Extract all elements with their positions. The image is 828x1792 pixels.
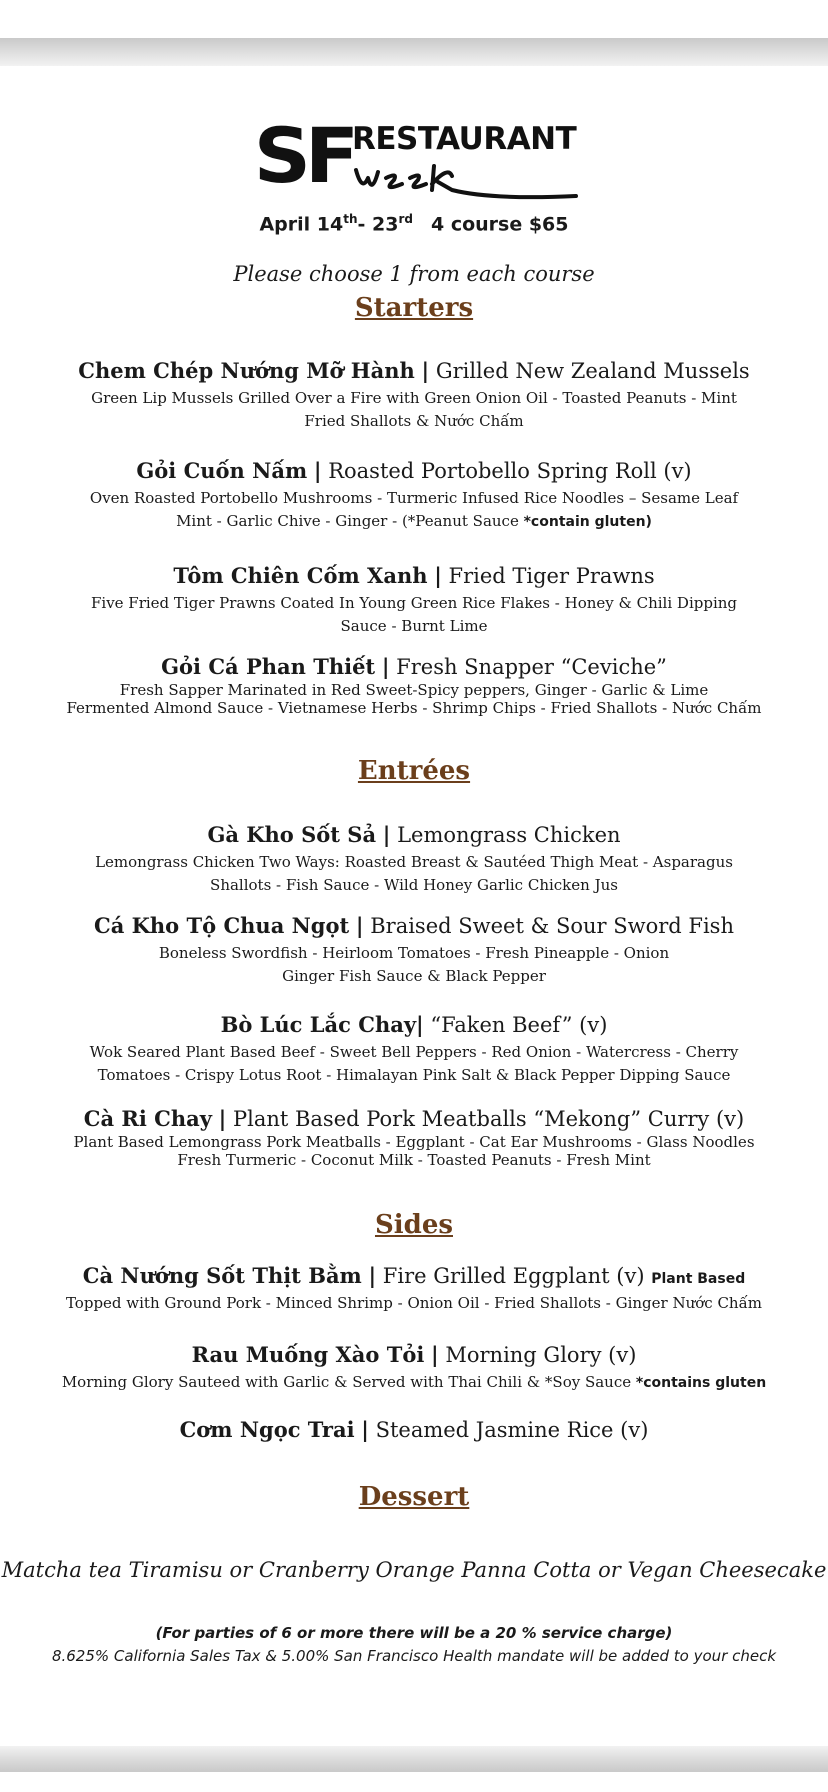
end-date: - 23 [357, 213, 399, 236]
plant-based-tag: Plant Based [651, 1271, 746, 1287]
item-viet-name: Cá Kho Tộ Chua Ngọt [94, 913, 350, 938]
item-english-name: Plant Based Pork Meatballs “Mekong” Curry (v) [232, 1107, 745, 1131]
item-english-name: Morning Glory (v) [445, 1343, 637, 1367]
item-english-name: Fire Grilled Eggplant (v) [382, 1264, 645, 1288]
menu-item: Cà Nướng Sốt Thịt Bằm | Fire Grilled Eggplant (v) Plant Based Topped with Ground Pork - Minced Shrimp - Onion Oil - Fried Shallots - Ginger Nước Chấm [0, 1263, 828, 1315]
item-viet-name: Cơm Ngọc Trai [179, 1417, 355, 1442]
menu-item: Cơm Ngọc Trai | Steamed Jasmine Rice (v) [179, 1417, 649, 1442]
item-description: Morning Glory Sauteed with Garlic & Served with Thai Chili & *Soy Sauce *contains gluten [61, 1373, 767, 1391]
item-viet-name: Gà Kho Sốt Sả [207, 822, 377, 847]
menu-item: Rau Muống Xào Tỏi | Morning Glory (v) Morning Glory Sauteed with Garlic & Served with Thai Chili & *Soy Sauce *contains gluten [0, 1342, 828, 1395]
item-english-name: Grilled New Zealand Mussels [435, 359, 750, 383]
item-viet-name: Cà Nướng Sốt Thịt Bằm [82, 1263, 362, 1288]
logo-initials: SF [253, 111, 354, 200]
item-english-name: Fried Tiger Prawns [448, 564, 655, 588]
item-description: Lemongrass Chicken Two Ways: Roasted Breast & Sautéed Thigh Meat - Asparagus Shallots - Fish Sauce - Wild Honey Garlic Chicken Jus [95, 853, 733, 894]
item-english-name: Lemongrass Chicken [397, 823, 621, 847]
item-description: Boneless Swordfish - Heirloom Tomatoes - Fresh Pineapple - Onion Ginger Fish Sauce & Black Pepper [158, 944, 670, 985]
item-viet-name: Gỏi Cá Phan Thiết [161, 654, 376, 679]
service-charge-note: (For parties of 6 or more there will be a 20 % service charge) [155, 1624, 673, 1642]
item-english-name: Fresh Snapper “Ceviche” [396, 655, 667, 679]
item-viet-name: Tôm Chiên Cốm Xanh [173, 563, 428, 588]
item-viet-name: Bò Lúc Lắc Chay [220, 1012, 417, 1037]
item-viet-name: Gỏi Cuốn Nấm [136, 458, 308, 483]
item-description: Wok Seared Plant Based Beef - Sweet Bell Peppers - Red Onion - Watercress - Cherry Tomatoes - Crispy Lotus Root - Himalayan Pink Salt & Black Pepper Dipping Sauce [89, 1043, 739, 1084]
menu-item: Gỏi Cá Phan Thiết | Fresh Snapper “Ceviche” Fresh Sapper Marinated in Red Sweet-Spicy peppers, Ginger - Garlic & Lime Fermented Almond Sauce - Vietnamese Herbs - Shrimp Chips - Fried Shallots - Nước Chấm [0, 654, 828, 717]
logo-word: RESTAURANT [352, 121, 577, 157]
section-heading-sides: Sides [374, 1210, 453, 1240]
item-english-name: Roasted Portobello Spring Roll (v) [328, 459, 692, 483]
menu-item: Cà Ri Chay | Plant Based Pork Meatballs “Mekong” Curry (v) Plant Based Lemongrass Pork Meatballs - Eggplant - Cat Ear Mushrooms - Glass Noodles Fresh Turmeric - Coconut Milk - Toasted Peanuts - Fresh Mint [0, 1106, 828, 1169]
sf-restaurant-week-logo [253, 111, 586, 204]
menu-item: Tôm Chiên Cốm Xanh | Fried Tiger Prawns Five Fried Tiger Prawns Coated In Young Green Rice Flakes - Honey & Chili Dipping Sauce - Burnt Lime [0, 563, 828, 638]
start-date: April 14 [259, 213, 344, 236]
item-description: Topped with Ground Pork - Minced Shrimp - Onion Oil - Fried Shallots - Ginger Nước Chấm [65, 1294, 763, 1312]
dessert-options: Matcha tea Tiramisu or Cranberry Orange Panna Cotta or Vegan Cheesecake [1, 1558, 827, 1582]
item-description: Plant Based Lemongrass Pork Meatballs - Eggplant - Cat Ear Mushrooms - Glass Noodles Fresh Turmeric - Coconut Milk - Toasted Peanuts - Fresh Mint [73, 1133, 755, 1169]
item-viet-name: Rau Muống Xào Tỏi [191, 1342, 425, 1367]
menu-item: Chem Chép Nướng Mỡ Hành | Grilled New Zealand Mussels Green Lip Mussels Grilled Over a Fire with Green Onion Oil - Toasted Peanuts - Mint Fried Shallots & Nước Chấm [0, 358, 828, 433]
gluten-warning: *contains gluten [635, 1375, 767, 1391]
item-english-name: “Faken Beef” (v) [430, 1013, 608, 1037]
menu-item: Bò Lúc Lắc Chay| “Faken Beef” (v) Wok Seared Plant Based Beef - Sweet Bell Peppers - Red Onion - Watercress - Cherry Tomatoes - Crispy Lotus Root - Himalayan Pink Salt & Black Pepper Dipping Sauce [0, 1012, 828, 1087]
course-price: 4 course $65 [430, 213, 569, 236]
event-dates [0, 212, 828, 235]
bottom-divider-bar [0, 1746, 828, 1772]
item-description: Five Fried Tiger Prawns Coated In Young Green Rice Flakes - Honey & Chili Dipping Sauce - Burnt Lime [90, 594, 738, 635]
gluten-warning: *contain gluten) [523, 514, 652, 530]
item-viet-name: Cà Ri Chay [83, 1106, 212, 1131]
item-description: Green Lip Mussels Grilled Over a Fire with Green Onion Oil - Toasted Peanuts - Mint Fried Shallots & Nước Chấm [91, 389, 737, 430]
section-heading-dessert: Dessert [358, 1482, 470, 1512]
menu-item: Gỏi Cuốn Nấm | Roasted Portobello Spring Roll (v) Oven Roasted Portobello Mushrooms - Turmeric Infused Rice Noodles – Sesame Leaf Mint - Garlic Chive - Ginger - (*Peanut Sauce *contain gluten) [0, 458, 828, 534]
menu-item: Cá Kho Tộ Chua Ngọt | Braised Sweet & Sour Sword Fish Boneless Swordfish - Heirloom Tomatoes - Fresh Pineapple - Onion Ginger Fish Sauce & Black Pepper [0, 913, 828, 988]
top-divider-bar [0, 38, 828, 66]
section-heading-starters: Starters [354, 293, 474, 323]
end-date-suffix: rd [398, 212, 413, 226]
item-description: Fresh Sapper Marinated in Red Sweet-Spicy peppers, Ginger - Garlic & Lime Fermented Almond Sauce - Vietnamese Herbs - Shrimp Chips - Fried Shallots - Nước Chấm [66, 681, 762, 717]
item-viet-name: Chem Chép Nướng Mỡ Hành [78, 358, 415, 383]
logo-script-week [352, 156, 582, 204]
start-date-suffix: th [343, 212, 358, 226]
menu-item: Gà Kho Sốt Sả | Lemongrass Chicken Lemongrass Chicken Two Ways: Roasted Breast & Sautéed Thigh Meat - Asparagus Shallots - Fish Sauce - Wild Honey Garlic Chicken Jus [0, 822, 828, 897]
item-english-name: Steamed Jasmine Rice (v) [375, 1418, 649, 1442]
item-description: Oven Roasted Portobello Mushrooms - Turmeric Infused Rice Noodles – Sesame Leaf Mint - Garlic Chive - Ginger - (*Peanut Sauce *contain gluten) [89, 489, 739, 530]
menu-instruction: Please choose 1 from each course [233, 262, 595, 286]
tax-note: 8.625% California Sales Tax & 5.00% San Francisco Health mandate will be added to your check [51, 1647, 777, 1665]
item-english-name: Braised Sweet & Sour Sword Fish [370, 914, 734, 938]
section-heading-entrees: Entrées [357, 756, 471, 786]
